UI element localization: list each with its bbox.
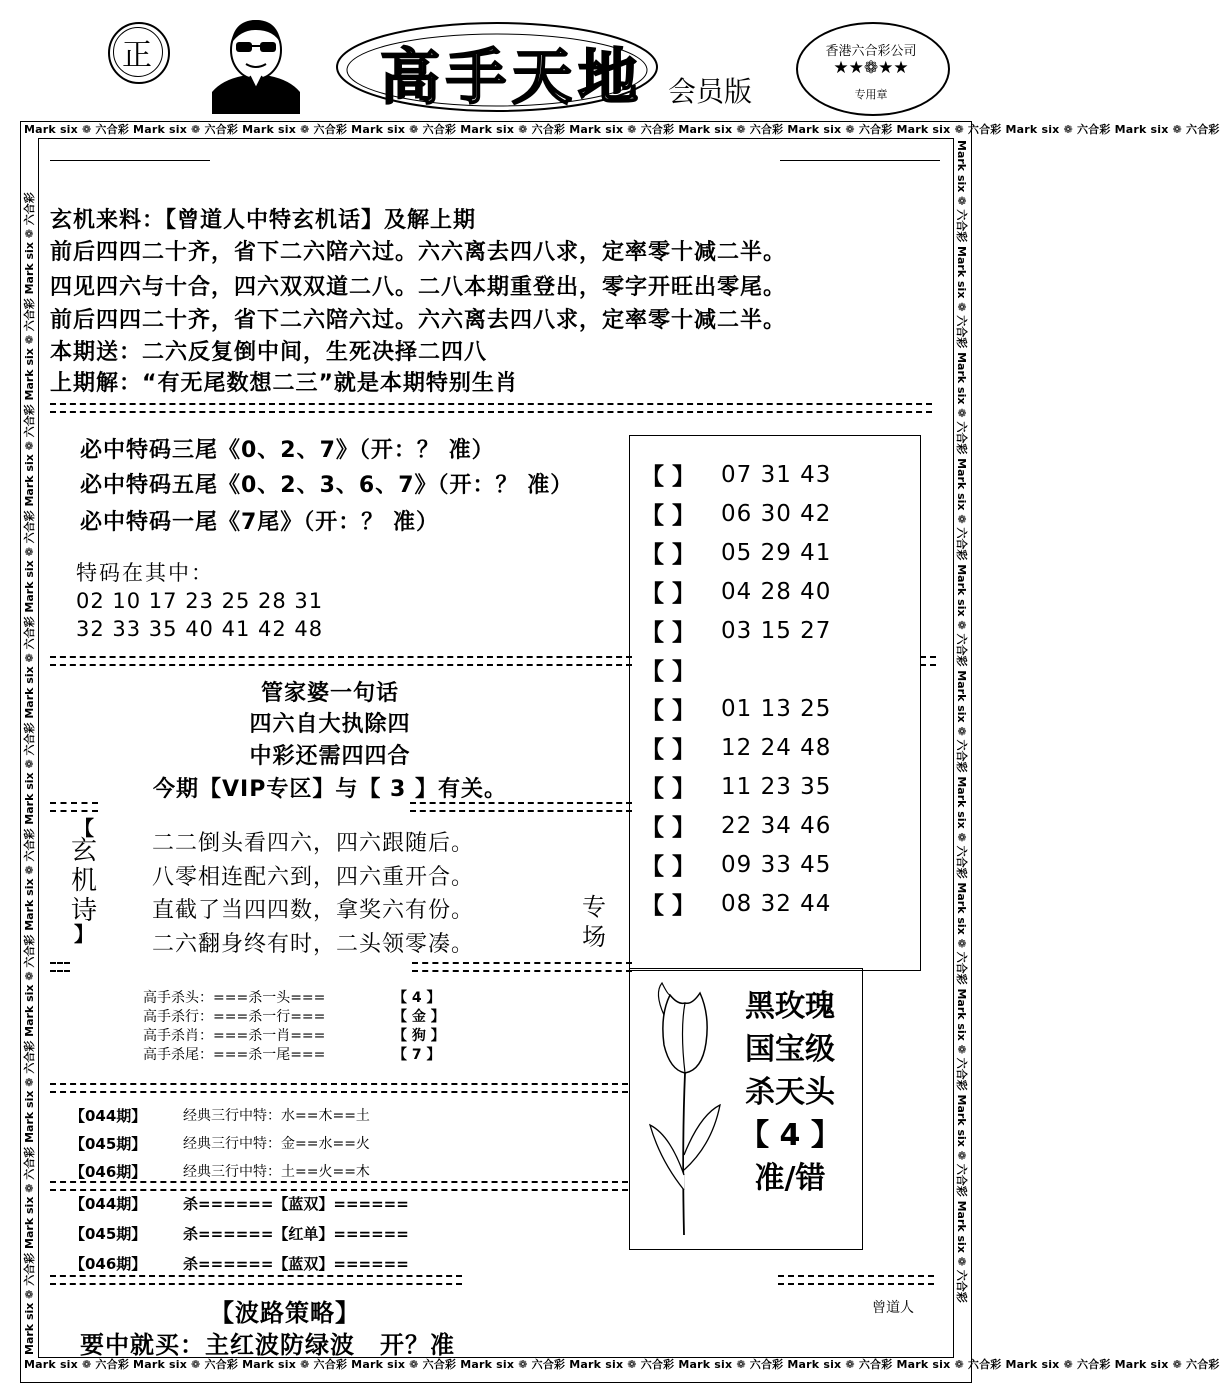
kill-row: 高手杀肖：===杀一肖=== 【 狗 】 [143,1027,445,1044]
special-row: 【 】 08 32 44 [641,890,832,919]
wuxing-row: 【045期】 经典三行中特：金==水==火 [70,1134,370,1153]
mystery-last-solution: 上期解：“有无尾数想二三”就是本期特别生肖 [50,371,518,396]
poem-line-2: 八零相连配六到，四六重开合。 [152,865,475,890]
page-title: 高手天地 [380,43,644,113]
mystery-line-2: 四见四六与十合，四六双双道二八。二八本期重登出，零字开旺出零尾。 [50,275,787,300]
wuxing-list [70,1101,370,1185]
housekeeper-title: 管家婆一句话 [260,681,399,706]
tails-five: 必中特码五尾《0、2、3、6、7》（开：？ 准） [80,473,574,498]
numbers-row-2: 32 33 35 40 41 42 48 [76,617,324,641]
kill-list [143,987,445,1063]
divider-3b [410,802,632,812]
mystery-gift: 本期送：二六反复倒中间，生死决择二四八 [50,340,488,365]
special-row: 【 】 03 15 27 [641,617,832,646]
special-row: 【 】 04 28 40 [641,578,832,607]
special-row: 【 】 06 30 42 [641,500,832,529]
special-list [641,455,831,923]
divider-4 [50,962,70,972]
tulip-icon [640,975,730,1240]
wave-title: 【波路策略】 [210,1299,360,1327]
divider-1 [50,403,932,413]
tails-one: 必中特码一尾《7尾》（开：？ 准） [80,510,439,535]
divider-7 [50,1275,462,1285]
stamp-top: 香港六合彩公司 [825,44,917,59]
poem-line-4: 二六翻身终有时，二头领零凑。 [152,932,475,957]
stamp-stars: ★★❁★★ [833,58,909,78]
mystery-line-1: 前后四四二十齐，省下二六陪六过。六六离去四八求，定率零十减二半。 [50,240,787,265]
border-left: Mark six ❁ 六合彩 Mark six ❁ 六合彩 Mark six ❁ 六合彩 Mark six ❁ 六合彩 Mark six ❁ 六合彩 Mark six ❁ 六合彩 Mark six ❁ 六合彩 Mark six ❁ 六合彩 Mark six ❁ 六合彩 Mark six ❁ 六合彩 Mark six ❁ 六合彩 [23,192,36,1355]
housekeeper-line-1: 四六自大执除四 [249,712,411,737]
special-row: 【 】 05 29 41 [641,539,832,568]
divider-3 [50,802,98,812]
kill-row: 高手杀行：===杀一行=== 【 金 】 [143,1008,445,1025]
zheng-mark: 正 [122,38,152,73]
kill-color-list [70,1188,409,1278]
wuxing-row: 【046期】 经典三行中特：土==火==木 [70,1162,370,1181]
kill-row: 高手杀头：===杀一头=== 【 4 】 [143,989,441,1006]
special-row: 【 】 [641,659,696,685]
wave-text: 要中就买：主红波防绿波 开？准 [80,1331,455,1359]
special-row: 【 】 11 23 35 [641,773,832,802]
kill-color-row: 【045期】 杀======【红单】====== [70,1224,409,1243]
special-row: 【 】 01 13 25 [641,695,832,724]
poem-label: 【 玄 机 诗 】 [70,816,97,946]
divider-2 [50,656,632,666]
wuxing-row: 【044期】 经典三行中特：水==木==土 [70,1106,370,1125]
poem-line-3: 直截了当四四数，拿奖六有份。 [152,898,475,923]
housekeeper-line-2: 中彩还需四四合 [249,744,411,769]
member-edition: 会员版 [668,75,753,108]
rose-text: 黑玫瑰 国宝级 杀天头 【 4 】 准/错 [739,989,841,1196]
poem-line-1: 二二倒头看四六，四六跟随后。 [152,831,475,856]
among-label: 特码在其中： [76,561,214,585]
divider-2-right [920,656,936,666]
special-row: 【 】 07 31 43 [641,461,832,490]
mystery-line-3: 前后四四二十齐，省下二六陪六过。六六离去四八求，定率零十减二半。 [50,308,787,333]
special-row: 【 】 12 24 48 [641,734,832,763]
portrait [212,14,300,114]
kill-color-row: 【044期】 杀======【蓝双】====== [70,1194,409,1213]
border-top: Mark six ❁ 六合彩 Mark six ❁ 六合彩 Mark six ❁ 六合彩 Mark six ❁ 六合彩 Mark six ❁ 六合彩 Mark six ❁ 六合彩 Mark six ❁ 六合彩 Mark six ❁ 六合彩 Mark six ❁ 六合彩 Mark six ❁ 六合彩 Mark six ❁ 六合彩 [24,123,1220,136]
housekeeper-vip: 今期【VIP专区】与【 3 】有关。 [153,777,507,802]
zhuanchang: 专 场 [582,893,606,951]
divider-4b [412,962,632,972]
border-bottom: Mark six ❁ 六合彩 Mark six ❁ 六合彩 Mark six ❁ 六合彩 Mark six ❁ 六合彩 Mark six ❁ 六合彩 Mark six ❁ 六合彩 Mark six ❁ 六合彩 Mark six ❁ 六合彩 Mark six ❁ 六合彩 Mark six ❁ 六合彩 Mark six ❁ 六合彩 [24,1358,1220,1371]
tails-three: 必中特码三尾《0、2、7》（开：？ 准） [80,438,495,463]
border-right: Mark six ❁ 六合彩 Mark six ❁ 六合彩 Mark six ❁ 六合彩 Mark six ❁ 六合彩 Mark six ❁ 六合彩 Mark six ❁ 六合彩 Mark six ❁ 六合彩 Mark six ❁ 六合彩 Mark six ❁ 六合彩 Mark six ❁ 六合彩 Mark six ❁ 六合彩 [955,140,968,1303]
special-row: 【 】 22 34 46 [641,812,832,841]
kill-row: 高手杀尾：===杀一尾=== 【 7 】 [143,1046,441,1063]
special-row: 【 】 09 33 45 [641,851,832,880]
wave-author: 曾道人 [872,1300,914,1316]
stamp-bottom: 专用章 [854,88,888,101]
numbers-row-1: 02 10 17 23 25 28 31 [76,589,324,613]
divider-7b [778,1275,934,1285]
mystery-source: 玄机来料：【曾道人中特玄机话】及解上期 [50,208,477,233]
top-rule-right [780,160,940,161]
kill-color-row: 【046期】 杀======【蓝双】====== [70,1254,409,1273]
divider-5 [50,1083,628,1093]
top-rule-left [50,160,210,161]
